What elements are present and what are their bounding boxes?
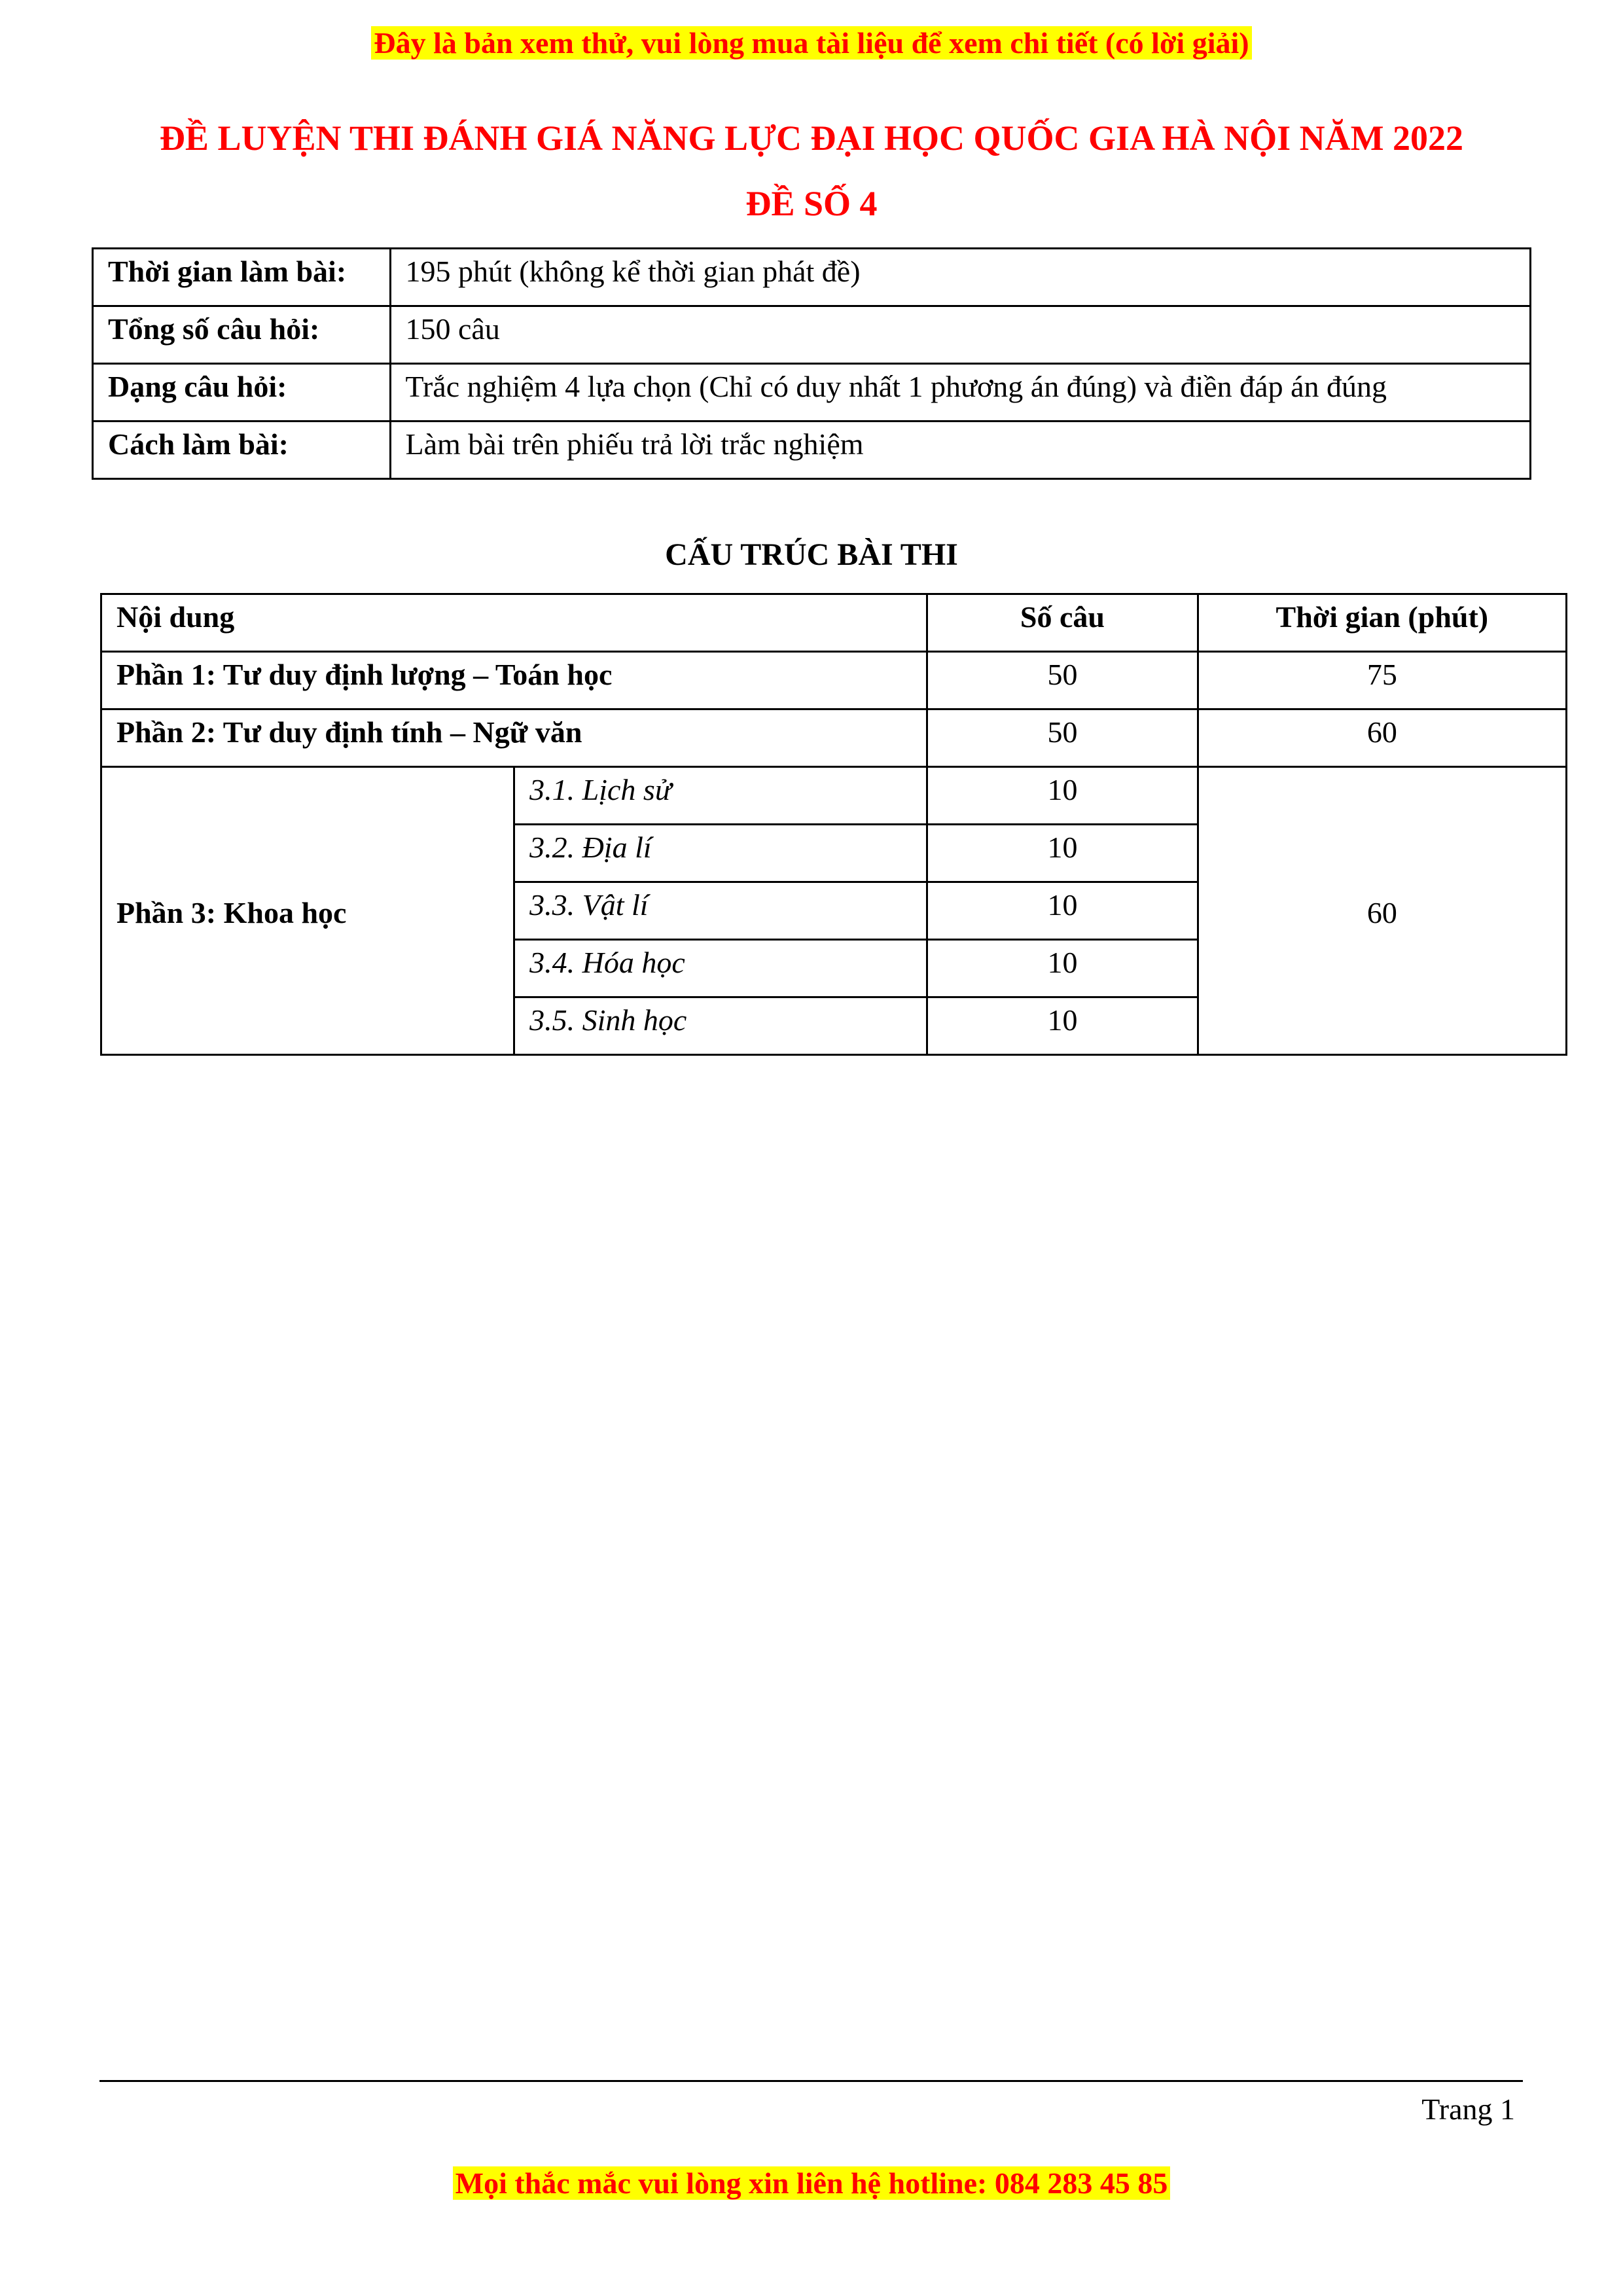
info-label: Cách làm bài: [93,422,391,479]
part2-name: Phần 2: Tư duy định tính – Ngữ văn [101,709,927,767]
info-label: Thời gian làm bài: [93,249,391,306]
part1-row [101,652,1567,709]
header-questions: Số câu [927,594,1198,652]
preview-notice: Đây là bản xem thử, vui lòng mua tài liệu để xem chi tiết (có lời giải) [371,26,1251,60]
header-time: Thời gian (phút) [1198,594,1566,652]
part1-questions: 50 [927,652,1198,709]
info-value: 150 câu [390,306,1531,364]
hotline-notice-row [0,2165,1623,2202]
info-label: Tổng số câu hỏi: [93,306,391,364]
part3-subject: 3.5. Sinh học [514,997,927,1055]
info-value: Làm bài trên phiếu trả lời trắc nghiệm [390,422,1531,479]
exam-title: ĐỀ LUYỆN THI ĐÁNH GIÁ NĂNG LỰC ĐẠI HỌC QUỐC GIA HÀ NỘI NĂM 2022 [159,118,1464,158]
part3-subject: 3.4. Hóa học [514,940,927,997]
info-value: 195 phút (không kể thời gian phát đề) [390,249,1531,306]
part3-subject-questions: 10 [927,767,1198,825]
part3-subject-questions: 10 [927,940,1198,997]
part3-row [101,767,1567,825]
part3-subject-questions: 10 [927,825,1198,882]
part3-subject-questions: 10 [927,882,1198,940]
info-label: Dạng câu hỏi: [93,364,391,422]
part1-name: Phần 1: Tư duy định lượng – Toán học [101,652,927,709]
structure-table [100,593,1567,1056]
footer-divider [99,2080,1523,2082]
info-row-duration [93,249,1531,306]
info-table [92,247,1531,480]
page-number: Trang 1 [1421,2092,1515,2126]
structure-header-row [101,594,1567,652]
part3-time: 60 [1198,767,1566,1055]
info-row-method [93,422,1531,479]
part2-questions: 50 [927,709,1198,767]
part1-time: 75 [1198,652,1566,709]
info-value: Trắc nghiệm 4 lựa chọn (Chỉ có duy nhất 1 phương án đúng) và điền đáp án đúng [390,364,1531,422]
hotline-notice: Mọi thắc mắc vui lòng xin liên hệ hotline: 084 283 45 85 [453,2166,1171,2200]
info-row-total-questions [93,306,1531,364]
part3-subject: 3.3. Vật lí [514,882,927,940]
part3-subject: 3.2. Địa lí [514,825,927,882]
part2-row [101,709,1567,767]
part2-time: 60 [1198,709,1566,767]
info-row-question-type [93,364,1531,422]
part3-subject-questions: 10 [927,997,1198,1055]
header-content: Nội dung [101,594,927,652]
part3-name: Phần 3: Khoa học [101,767,514,1055]
structure-title: CẤU TRÚC BÀI THI [665,537,958,572]
part3-subject: 3.1. Lịch sử [514,767,927,825]
exam-number: ĐỀ SỐ 4 [745,184,878,223]
preview-notice-row [0,25,1623,62]
